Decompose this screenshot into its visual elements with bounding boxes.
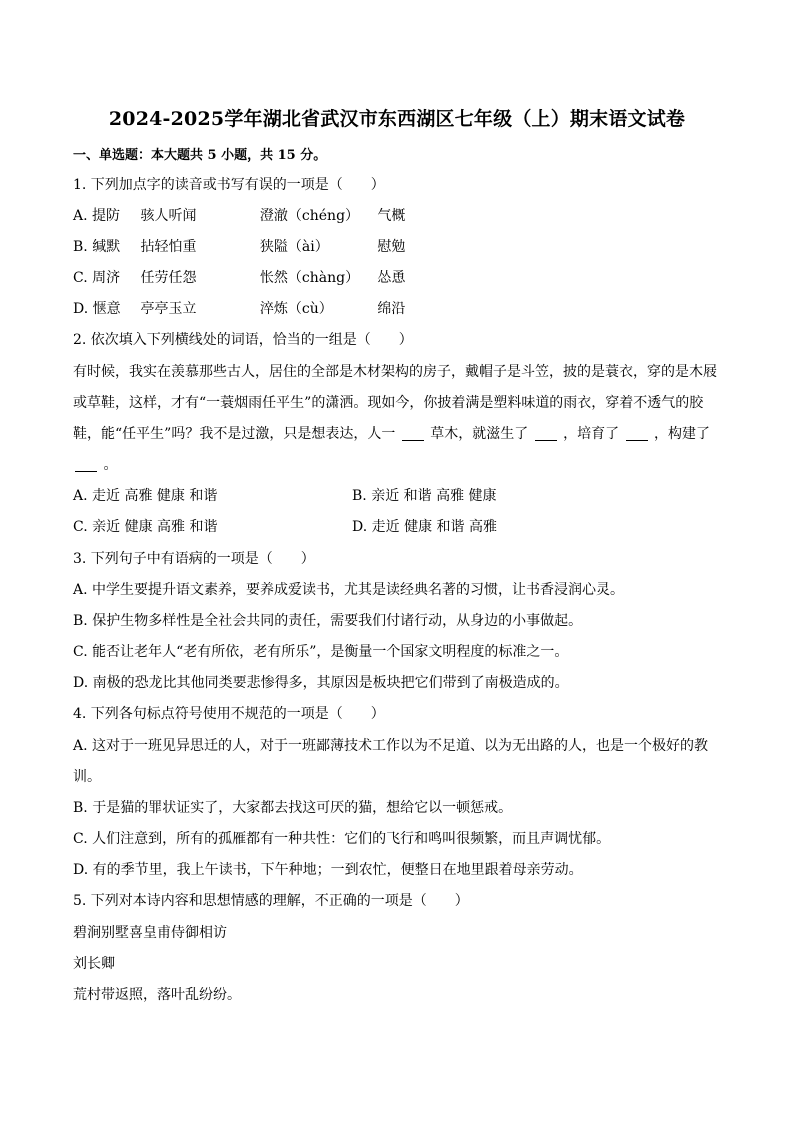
q2-text-b: 草木，就滋生了: [430, 426, 529, 442]
q3-stem: 3. 下列句子中有语病的一项是（ ）: [73, 551, 315, 567]
q3-option-b: B. 保护生物多样性是全社会共同的责任，需要我们付诸行动，从身边的小事做起。: [73, 613, 583, 629]
q1-b-word2: 拈轻怕重: [140, 239, 197, 255]
section-heading: 一、单选题：本大题共 5 小题，共 15 分。: [73, 148, 327, 163]
q2-blank-3[interactable]: [626, 426, 648, 441]
q4-option-a-line2: 训。: [73, 769, 101, 785]
q1-c-word2: 任劳任怨: [140, 270, 197, 286]
q4-stem: 4. 下列各句标点符号使用不规范的一项是（ ）: [73, 706, 385, 722]
q1-option-b: [73, 237, 405, 257]
q2-text-end: 。: [103, 457, 118, 473]
q1-b-word4: 慰勉: [377, 239, 406, 255]
q1-b-word3: 狭隘（ài）: [259, 239, 329, 255]
poem-title: 碧涧别墅喜皇甫侍御相访: [73, 925, 227, 941]
q2-blank-4[interactable]: [75, 457, 97, 472]
q1-d-word1: D. 惬意: [73, 301, 121, 317]
q4-option-d: D. 有的季节里，我上午读书，下午种地；一到农忙，便整日在地里跟着母亲劳动。: [73, 862, 583, 878]
q1-stem: 1. 下列加点字的读音或书写有误的一项是（ ）: [73, 177, 385, 193]
q1-option-c: [73, 268, 405, 288]
q2-stem: 2. 依次填入下列横线处的词语，恰当的一组是（ ）: [73, 332, 413, 348]
q1-a-word4: 气概: [377, 208, 406, 224]
q3-option-c: C. 能否让老年人“老有所依，老有所乐”，是衡量一个国家文明程度的标准之一。: [73, 644, 569, 660]
q2-option-b: B. 亲近 和谐 高雅 健康: [352, 488, 497, 504]
q1-a-word3: 澄澈（chéng）: [259, 208, 360, 224]
q1-option-d: [73, 299, 405, 319]
q2-passage-line4: [73, 455, 117, 475]
q4-option-a-line1: A. 这对于一班见异思迁的人，对于一班鄙薄技术工作以为不足道、以为无出路的人，也是一个极好的教: [73, 738, 709, 754]
q2-passage-line3: [73, 424, 710, 444]
q1-b-word1: B. 缄默: [73, 239, 121, 255]
q3-option-d: D. 南极的恐龙比其他同类要悲惨得多，其原因是板块把它们带到了南极造成的。: [73, 675, 569, 691]
q2-option-d: D. 走近 健康 和谐 高雅: [352, 519, 497, 535]
poem-author: 刘长卿: [73, 956, 115, 972]
q4-option-b: B. 于是猫的罪状证实了，大家都去找这可厌的猫，想给它以一顿惩戒。: [73, 800, 513, 816]
q1-d-word2: 亭亭玉立: [140, 301, 197, 317]
q1-a-word2: 骇人听闻: [140, 208, 197, 224]
q2-blank-2[interactable]: [535, 426, 557, 441]
q2-passage-line1: 有时候，我实在羡慕那些古人，居住的全部是木材架构的房子，戴帽子是斗笠，披的是蓑衣，穿的是木屐: [73, 364, 717, 380]
exam-title: 2024-2025学年湖北省武汉市东西湖区七年级（上）期末语文试卷: [108, 108, 686, 130]
q2-passage-line2: 或草鞋，这样，才有“一蓑烟雨任平生”的潇洒。现如今，你披着满是塑料味道的雨衣，穿着不透气的胶: [73, 395, 704, 411]
q1-c-word4: 怂恿: [377, 270, 406, 286]
q1-option-a: [73, 206, 405, 226]
q2-text-d: ，构建了: [654, 426, 711, 442]
q1-a-word1: A. 提防: [73, 208, 121, 224]
q1-c-word1: C. 周济: [73, 270, 121, 286]
q1-d-word3: 淬炼（cù）: [259, 301, 333, 317]
q5-stem: 5. 下列对本诗内容和思想情感的理解，不正确的一项是（ ）: [73, 893, 469, 909]
q4-option-c: C. 人们注意到，所有的孤雁都有一种共性：它们的飞行和鸣叫很频繁，而且声调忧郁。: [73, 831, 611, 847]
q2-option-c: C. 亲近 健康 高雅 和谐: [73, 519, 218, 535]
q2-text-a: 鞋，能“任平生”吗？我不是过激，只是想表达，人一: [73, 426, 396, 442]
q1-c-word3: 怅然（chàng）: [259, 270, 360, 286]
q2-text-c: ，培育了: [563, 426, 620, 442]
q2-option-a: A. 走近 高雅 健康 和谐: [73, 488, 218, 504]
poem-line-1: 荒村带返照，落叶乱纷纷。: [73, 987, 241, 1003]
q3-option-a: A. 中学生要提升语文素养，要养成爱读书，尤其是读经典名著的习惯，让书香浸润心灵。: [73, 582, 625, 598]
q2-blank-1[interactable]: [402, 426, 424, 441]
q1-d-word4: 绵沿: [377, 301, 406, 317]
